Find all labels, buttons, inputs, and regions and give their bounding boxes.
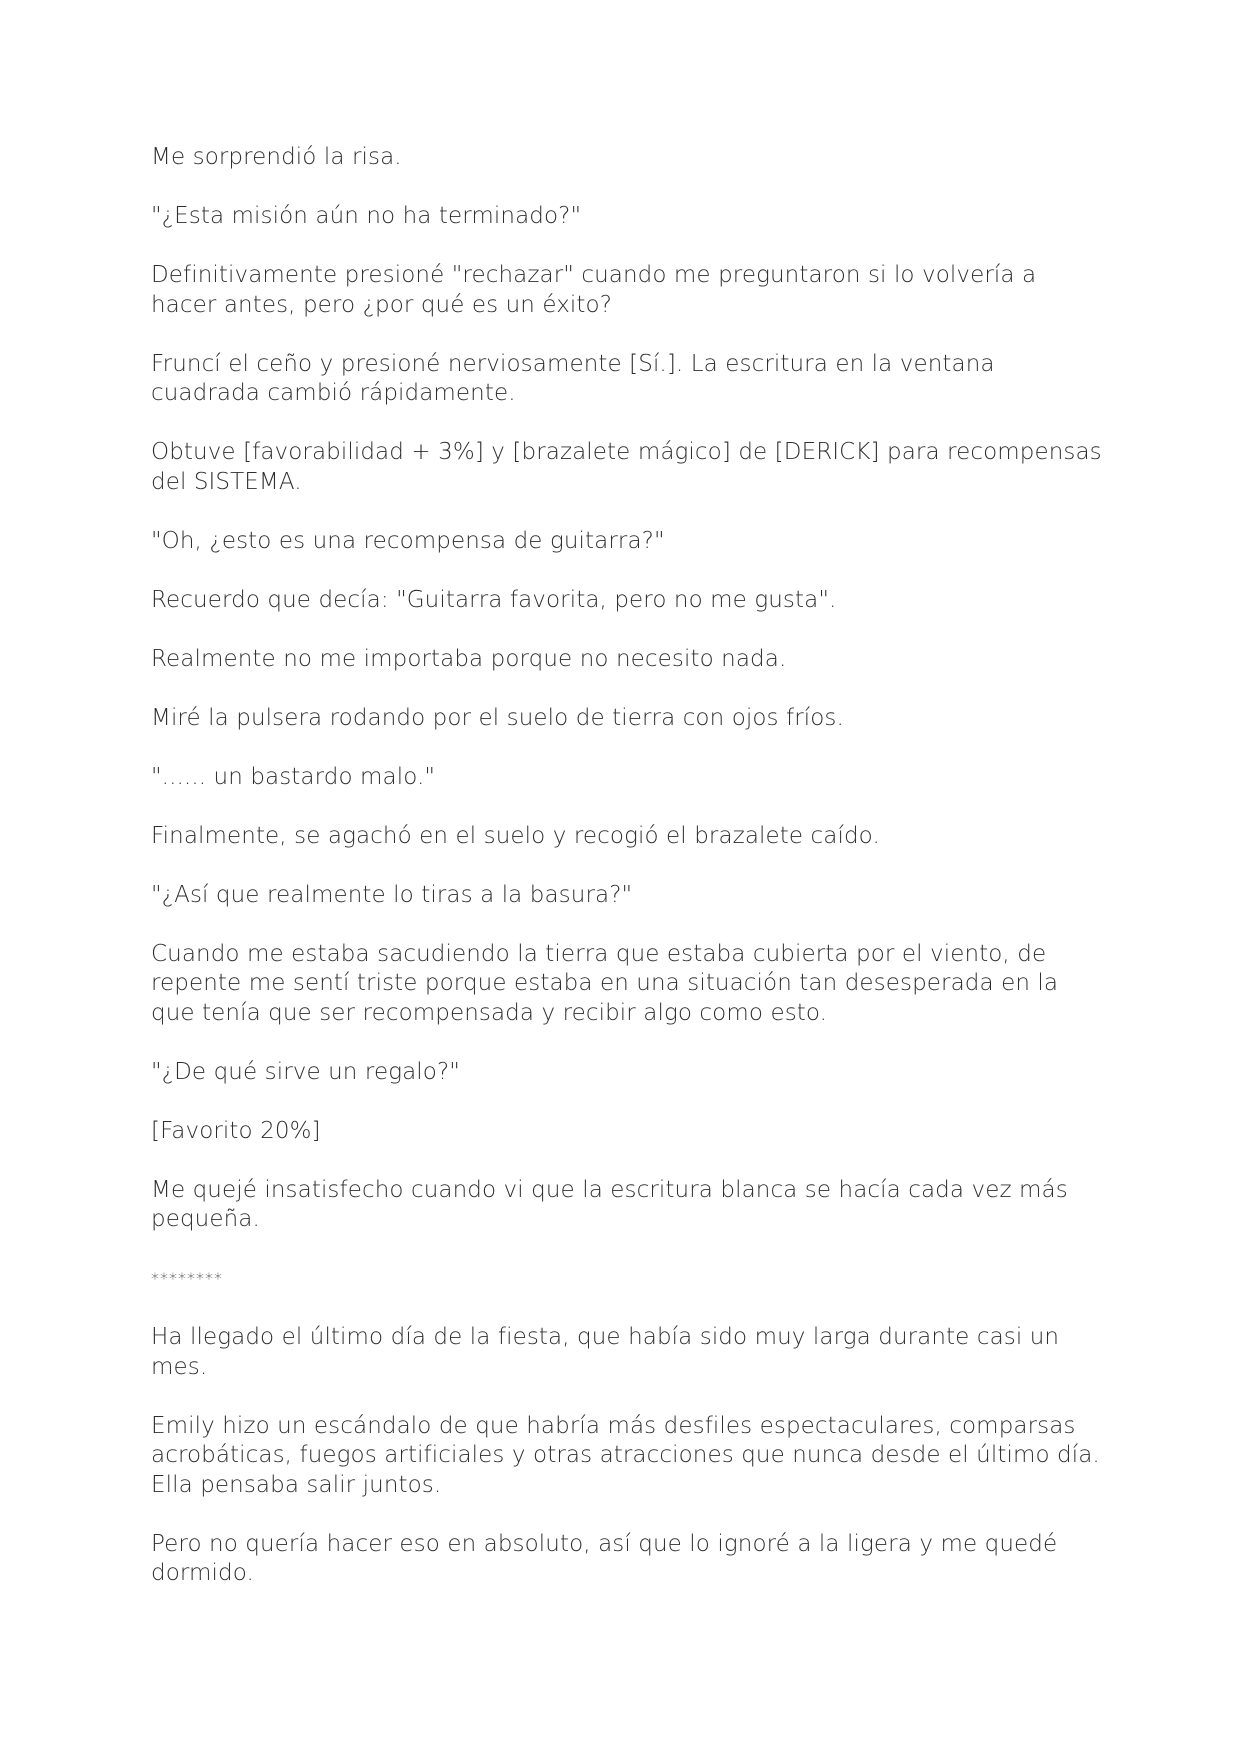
paragraph-11: Finalmente, se agachó en el suelo y recogió el brazalete caído.: [151, 822, 880, 849]
paragraph-6: "Oh, ¿esto es una recompensa de guitarra?": [151, 527, 665, 554]
paragraph-18: Emily hizo un escándalo de que habría más desfiles espectaculares, comparsas acrobáticas, fuegos artificiales y otras atracciones que nunca desde el último día. Ella pensaba salir juntos.: [151, 1412, 1100, 1498]
paragraph-15: [Favorito 20%]: [151, 1117, 321, 1144]
paragraph-3: Definitivamente presioné "rechazar" cuando me preguntaron si lo volvería a hacer antes, pero ¿por qué es un éxito?: [151, 262, 1037, 318]
paragraph-12: "¿Así que realmente lo tiras a la basura?": [151, 881, 633, 908]
paragraph-13: Cuando me estaba sacudiendo la tierra que estaba cubierta por el viento, de repente me sentí triste porque estaba en una situación tan desesperada en la que tenía que ser recompensada y recibir algo como esto.: [151, 940, 1059, 1026]
paragraph-10: "...... un bastardo malo.": [151, 763, 436, 790]
paragraph-16: Me quejé insatisfecho cuando vi que la escritura blanca se hacía cada vez más pequeña.: [151, 1176, 1068, 1232]
section-separator: ********: [151, 1269, 223, 1288]
paragraph-1: Me sorprendió la risa.: [151, 144, 402, 170]
paragraph-19: Pero no quería hacer eso en absoluto, así que lo ignoré a la ligera y me quedé dormido.: [151, 1530, 1058, 1586]
paragraph-8: Realmente no me importaba porque no necesito nada.: [151, 645, 787, 672]
paragraph-5: Obtuve [favorabilidad + 3%] y [brazalete mágico] de [DERICK] para recompensas del SISTEMA.: [151, 439, 1102, 495]
paragraph-2: "¿Esta misión aún no ha terminado?": [151, 203, 582, 229]
paragraph-9: Miré la pulsera rodando por el suelo de tierra con ojos fríos.: [151, 704, 844, 731]
paragraph-14: "¿De qué sirve un regalo?": [151, 1058, 460, 1085]
paragraph-7: Recuerdo que decía: "Guitarra favorita, pero no me gusta".: [151, 586, 837, 613]
paragraph-17: Ha llegado el último día de la fiesta, que había sido muy larga durante casi un mes.: [151, 1324, 1060, 1380]
paragraph-4: Fruncí el ceño y presioné nerviosamente [Sí.]. La escritura en la ventana cuadrada cambió rápidamente.: [151, 350, 995, 406]
document-body: [151, 143, 1106, 1618]
